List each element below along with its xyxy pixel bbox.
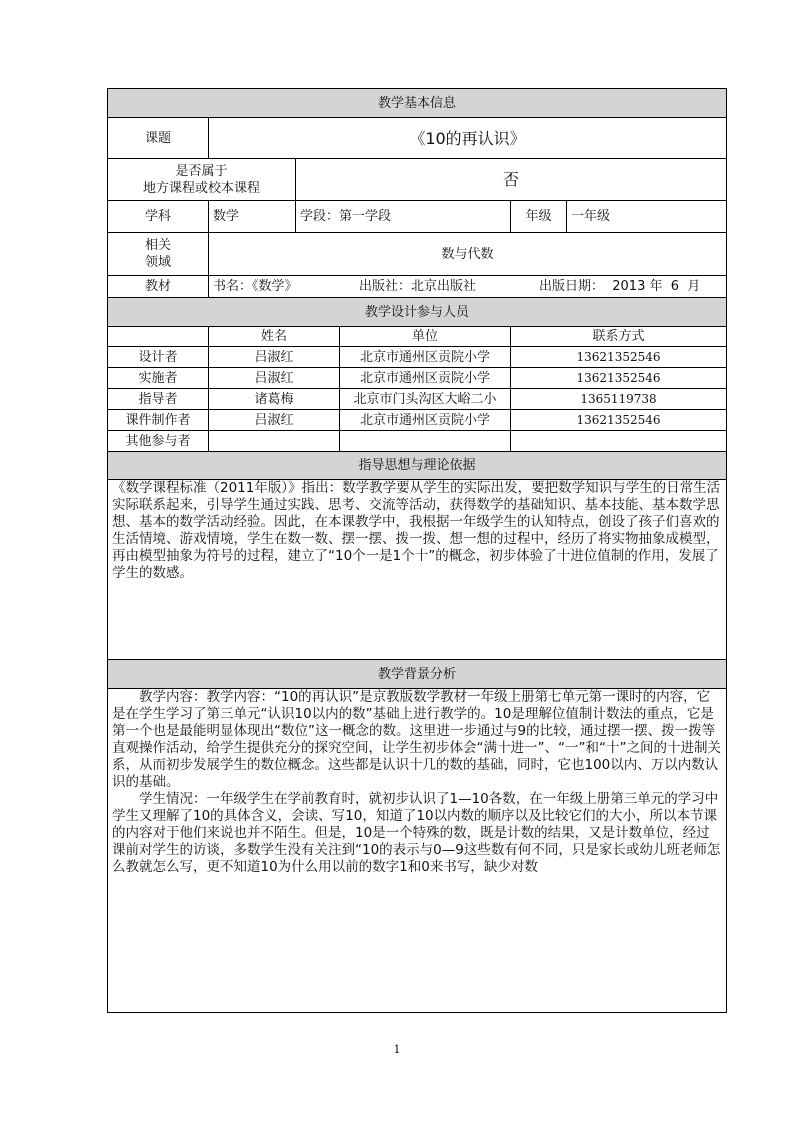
participant-phone: 1365119738: [511, 389, 727, 410]
participant-phone: [511, 431, 727, 452]
background-student-paragraph: 学生情况：一年级学生在学前教育时，就初步认识了1—10各数，在一年级上册第三单元的学习中学生又理解了10的具体含义，会读、写10，知道了10以内数的顺序以及比较它们的大小，所以本节课的内容对于他们来说也并不陌生。但是，10是一个特殊的数，既是计数的结果，又是计数单位，经过课前对学生的访谈，多数学生没有关注到“10的表示与0—9这些数有何不同，只是家长或幼儿班老师怎么教就怎么写，更不知道10为什么用以前的数字1和0来书写，缺少对数: [112, 791, 721, 875]
background-text: [108, 689, 727, 1013]
column-header-name: 姓名: [209, 327, 340, 347]
grade-label: 年级: [511, 201, 567, 233]
subject-value: 数学: [209, 201, 296, 233]
local-course-label-line2: 地方课程或校本课程: [142, 180, 260, 196]
domain-value: 数与代数: [209, 233, 727, 276]
participant-phone: 13621352546: [511, 368, 727, 389]
topic-value: 《10的再认识》: [209, 118, 727, 159]
table-row: [108, 431, 727, 452]
section-header-basic: 教学基本信息: [108, 89, 727, 118]
domain-label: [108, 233, 209, 276]
publisher: 出版社：北京出版社: [359, 279, 477, 294]
column-header-contact: 联系方式: [511, 327, 727, 347]
participant-role: 其他参与者: [108, 431, 209, 452]
participant-unit: [340, 431, 511, 452]
participant-unit: 北京市通州区贡院小学: [340, 368, 511, 389]
section-header-guiding: 指导思想与理论依据: [108, 452, 727, 480]
publish-date: 出版日期： 2013 年 6 月: [539, 279, 701, 294]
participant-name: 吕淑红: [209, 368, 340, 389]
participant-name: 诸葛梅: [209, 389, 340, 410]
section-header-participants: 教学设计参与人员: [108, 298, 727, 327]
textbook-info: [209, 276, 727, 298]
table-row: [108, 368, 727, 389]
domain-label-line2: 领域: [144, 255, 171, 270]
subject-label: 学科: [108, 201, 209, 233]
page-number: 1: [393, 1043, 401, 1056]
table-row: [108, 410, 727, 431]
local-course-label-line1: 是否属于: [175, 163, 228, 179]
participant-unit: 北京市通州区贡院小学: [340, 410, 511, 431]
participant-name: [209, 431, 340, 452]
participant-phone: 13621352546: [511, 410, 727, 431]
participant-name: 吕淑红: [209, 410, 340, 431]
participant-role: 实施者: [108, 368, 209, 389]
participant-role: 指导者: [108, 389, 209, 410]
participant-role: 设计者: [108, 347, 209, 368]
grade-value: 一年级: [567, 201, 727, 233]
guiding-text: 《数学课程标准（2011年版）》指出：数学教学要从学生的实际出发，要把数学知识与学生的日常生活实际联系起来，引导学生通过实践、思考、交流等活动，获得数学的基础知识、基本技能、基本数学思想、基本的数学活动经验。因此，在本课教学中，我根据一年级学生的认知特点，创设了孩子们喜欢的生活情境、游戏情境，学生在数一数、摆一摆、拨一拨、想一想的过程中，经历了将实物抽象成模型，再由模型抽象为符号的过程，建立了“10个一是1个十”的概念，初步体验了十进位值制的作用，发展了学生的数感。: [108, 480, 727, 660]
participant-unit: 北京市门头沟区大峪二小: [340, 389, 511, 410]
participant-phone: 13621352546: [511, 347, 727, 368]
participant-name: 吕淑红: [209, 347, 340, 368]
table-row: [108, 389, 727, 410]
stage-value: 学段：第一学段: [296, 201, 511, 233]
column-header-unit: 单位: [340, 327, 511, 347]
participant-role: 课件制作者: [108, 410, 209, 431]
local-course-label: [108, 159, 296, 201]
lesson-info-table: [107, 88, 727, 1013]
section-header-background: 教学背景分析: [108, 660, 727, 689]
domain-label-line1: 相关: [144, 238, 171, 253]
textbook-label: 教材: [108, 276, 209, 298]
background-content-paragraph: 教学内容：教学内容：“10的再认识”是京教版数学教材一年级上册第七单元第一课时的内容，它是在学生学习了第三单元“认识10以内的数”基础上进行教学的。10是理解位值制计数法的重点，它是第一个也是最能明显体现出“数位”这一概念的数。这里进一步通过与9的比较，通过摆一摆、拨一拨等直观操作活动，给学生提供充分的探究空间，让学生初步体会“满十进一”、“一”和“十”之间的十进制关系，从而初步发展学生的数位概念。这些都是认识十几的数的基础，同时，它也100以内、万以内数认识的基础。: [112, 689, 721, 790]
participant-header-empty: [108, 327, 209, 347]
book-name: 书名：《数学》: [213, 279, 298, 294]
table-row: [108, 347, 727, 368]
topic-label: 课题: [108, 118, 209, 159]
local-course-value: 否: [296, 159, 727, 201]
participant-unit: 北京市通州区贡院小学: [340, 347, 511, 368]
